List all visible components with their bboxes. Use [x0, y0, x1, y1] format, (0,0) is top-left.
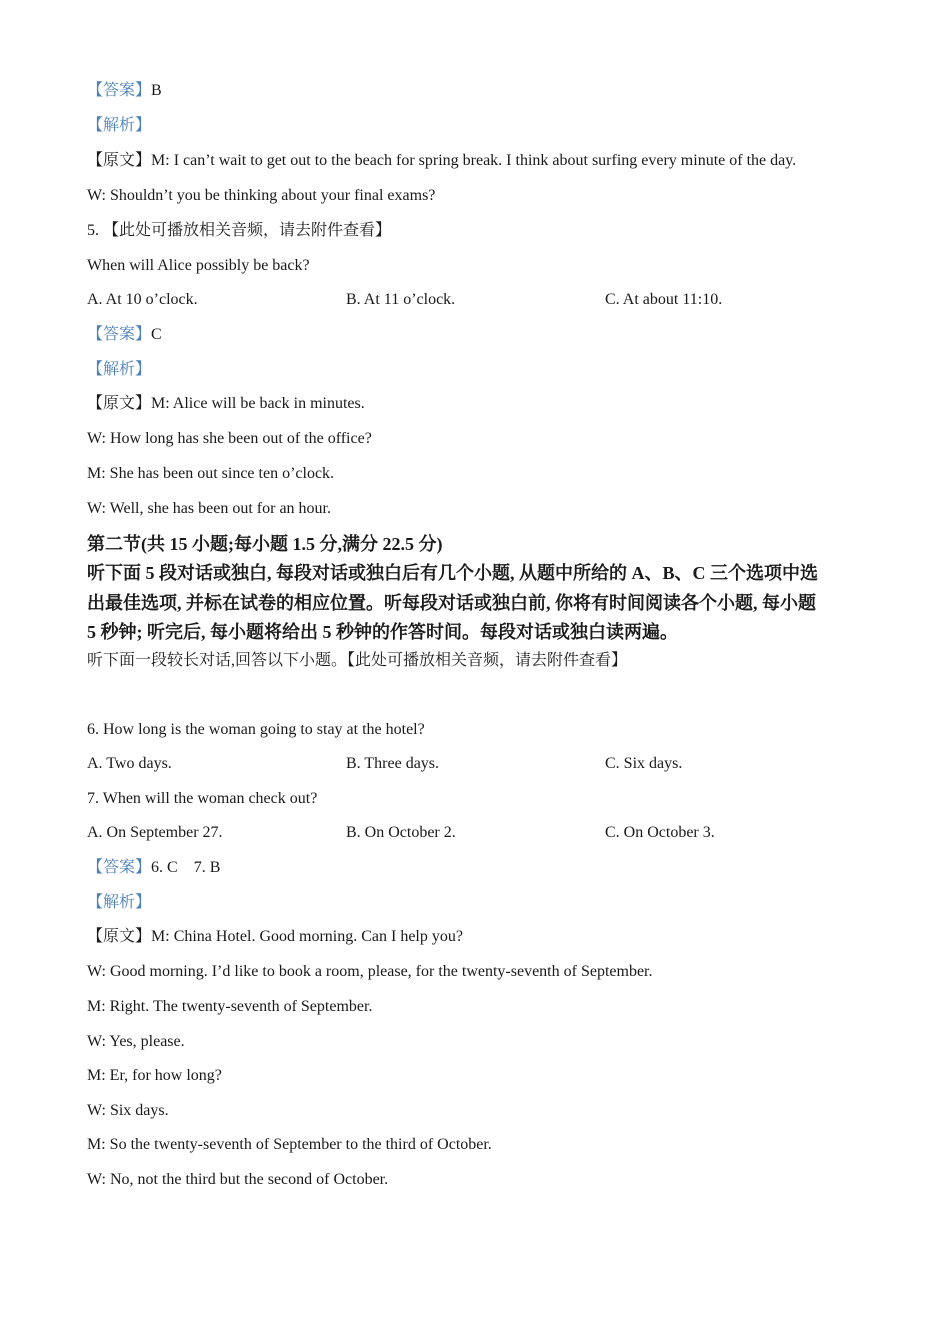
answer-line: 【答案】B: [87, 82, 162, 99]
transcript-line: W: Shouldn’t you be thinking about your final exams?: [87, 187, 436, 204]
transcript-line: M: Er, for how long?: [87, 1067, 222, 1084]
question-text: When will Alice possibly be back?: [87, 257, 310, 274]
option-c: C. Six days.: [605, 755, 683, 772]
transcript-line: 【原文】M: China Hotel. Good morning. Can I help you?: [87, 928, 463, 945]
answer-line: 【答案】C: [87, 326, 162, 343]
question-text: 6. How long is the woman going to stay at the hotel?: [87, 721, 425, 738]
analysis-label: 【解析】: [87, 361, 152, 378]
transcript-line: 【原文】M: Alice will be back in minutes.: [87, 395, 365, 412]
option-b: B. At 11 o’clock.: [346, 291, 456, 308]
option-b: B. Three days.: [346, 755, 440, 772]
option-b: B. On October 2.: [346, 824, 456, 841]
section-instructions: 5 秒钟; 听完后, 每小题将给出 5 秒钟的作答时间。每段对话或独白读两遍。: [87, 622, 678, 642]
analysis-label: 【解析】: [87, 117, 152, 134]
question-header: 5. 【此处可播放相关音频，请去附件查看】: [87, 222, 392, 239]
transcript-line: M: So the twenty-seventh of September to the third of October.: [87, 1136, 492, 1153]
option-a: A. On September 27.: [87, 824, 223, 841]
transcript-line: 【原文】M: I can’t wait to get out to the beach for spring break. I think about surfing every minute of the day.: [87, 152, 797, 169]
transcript-line: W: How long has she been out of the office?: [87, 430, 372, 447]
transcript-line: W: Yes, please.: [87, 1033, 185, 1050]
option-a: A. Two days.: [87, 755, 172, 772]
question-text: 7. When will the woman check out?: [87, 790, 318, 807]
transcript-line: M: She has been out since ten o’clock.: [87, 465, 335, 482]
section-title: 第二节(共 15 小题;每小题 1.5 分,满分 22.5 分): [87, 534, 443, 554]
transcript-line: W: Six days.: [87, 1102, 169, 1119]
transcript-line: W: Well, she has been out for an hour.: [87, 500, 331, 517]
transcript-line: W: Good morning. I’d like to book a room, please, for the twenty-seventh of September.: [87, 963, 653, 980]
analysis-label: 【解析】: [87, 894, 152, 911]
transcript-line: M: Right. The twenty-seventh of September.: [87, 998, 373, 1015]
option-c: C. At about 11:10.: [605, 291, 723, 308]
answer-line: 【答案】6. C 7. B: [87, 859, 221, 876]
option-c: C. On October 3.: [605, 824, 715, 841]
transcript-line: W: No, not the third but the second of October.: [87, 1171, 389, 1188]
section-note: 听下面一段较长对话,回答以下小题。【此处可播放相关音频，请去附件查看】: [87, 652, 628, 669]
section-instructions: 听下面 5 段对话或独白, 每段对话或独白后有几个小题, 从题中所给的 A、B、C 三个选项中选: [87, 563, 818, 583]
section-instructions: 出最佳选项, 并标在试卷的相应位置。听每段对话或独白前, 你将有时间阅读各个小题, 每小题: [87, 593, 816, 613]
option-a: A. At 10 o’clock.: [87, 291, 198, 308]
